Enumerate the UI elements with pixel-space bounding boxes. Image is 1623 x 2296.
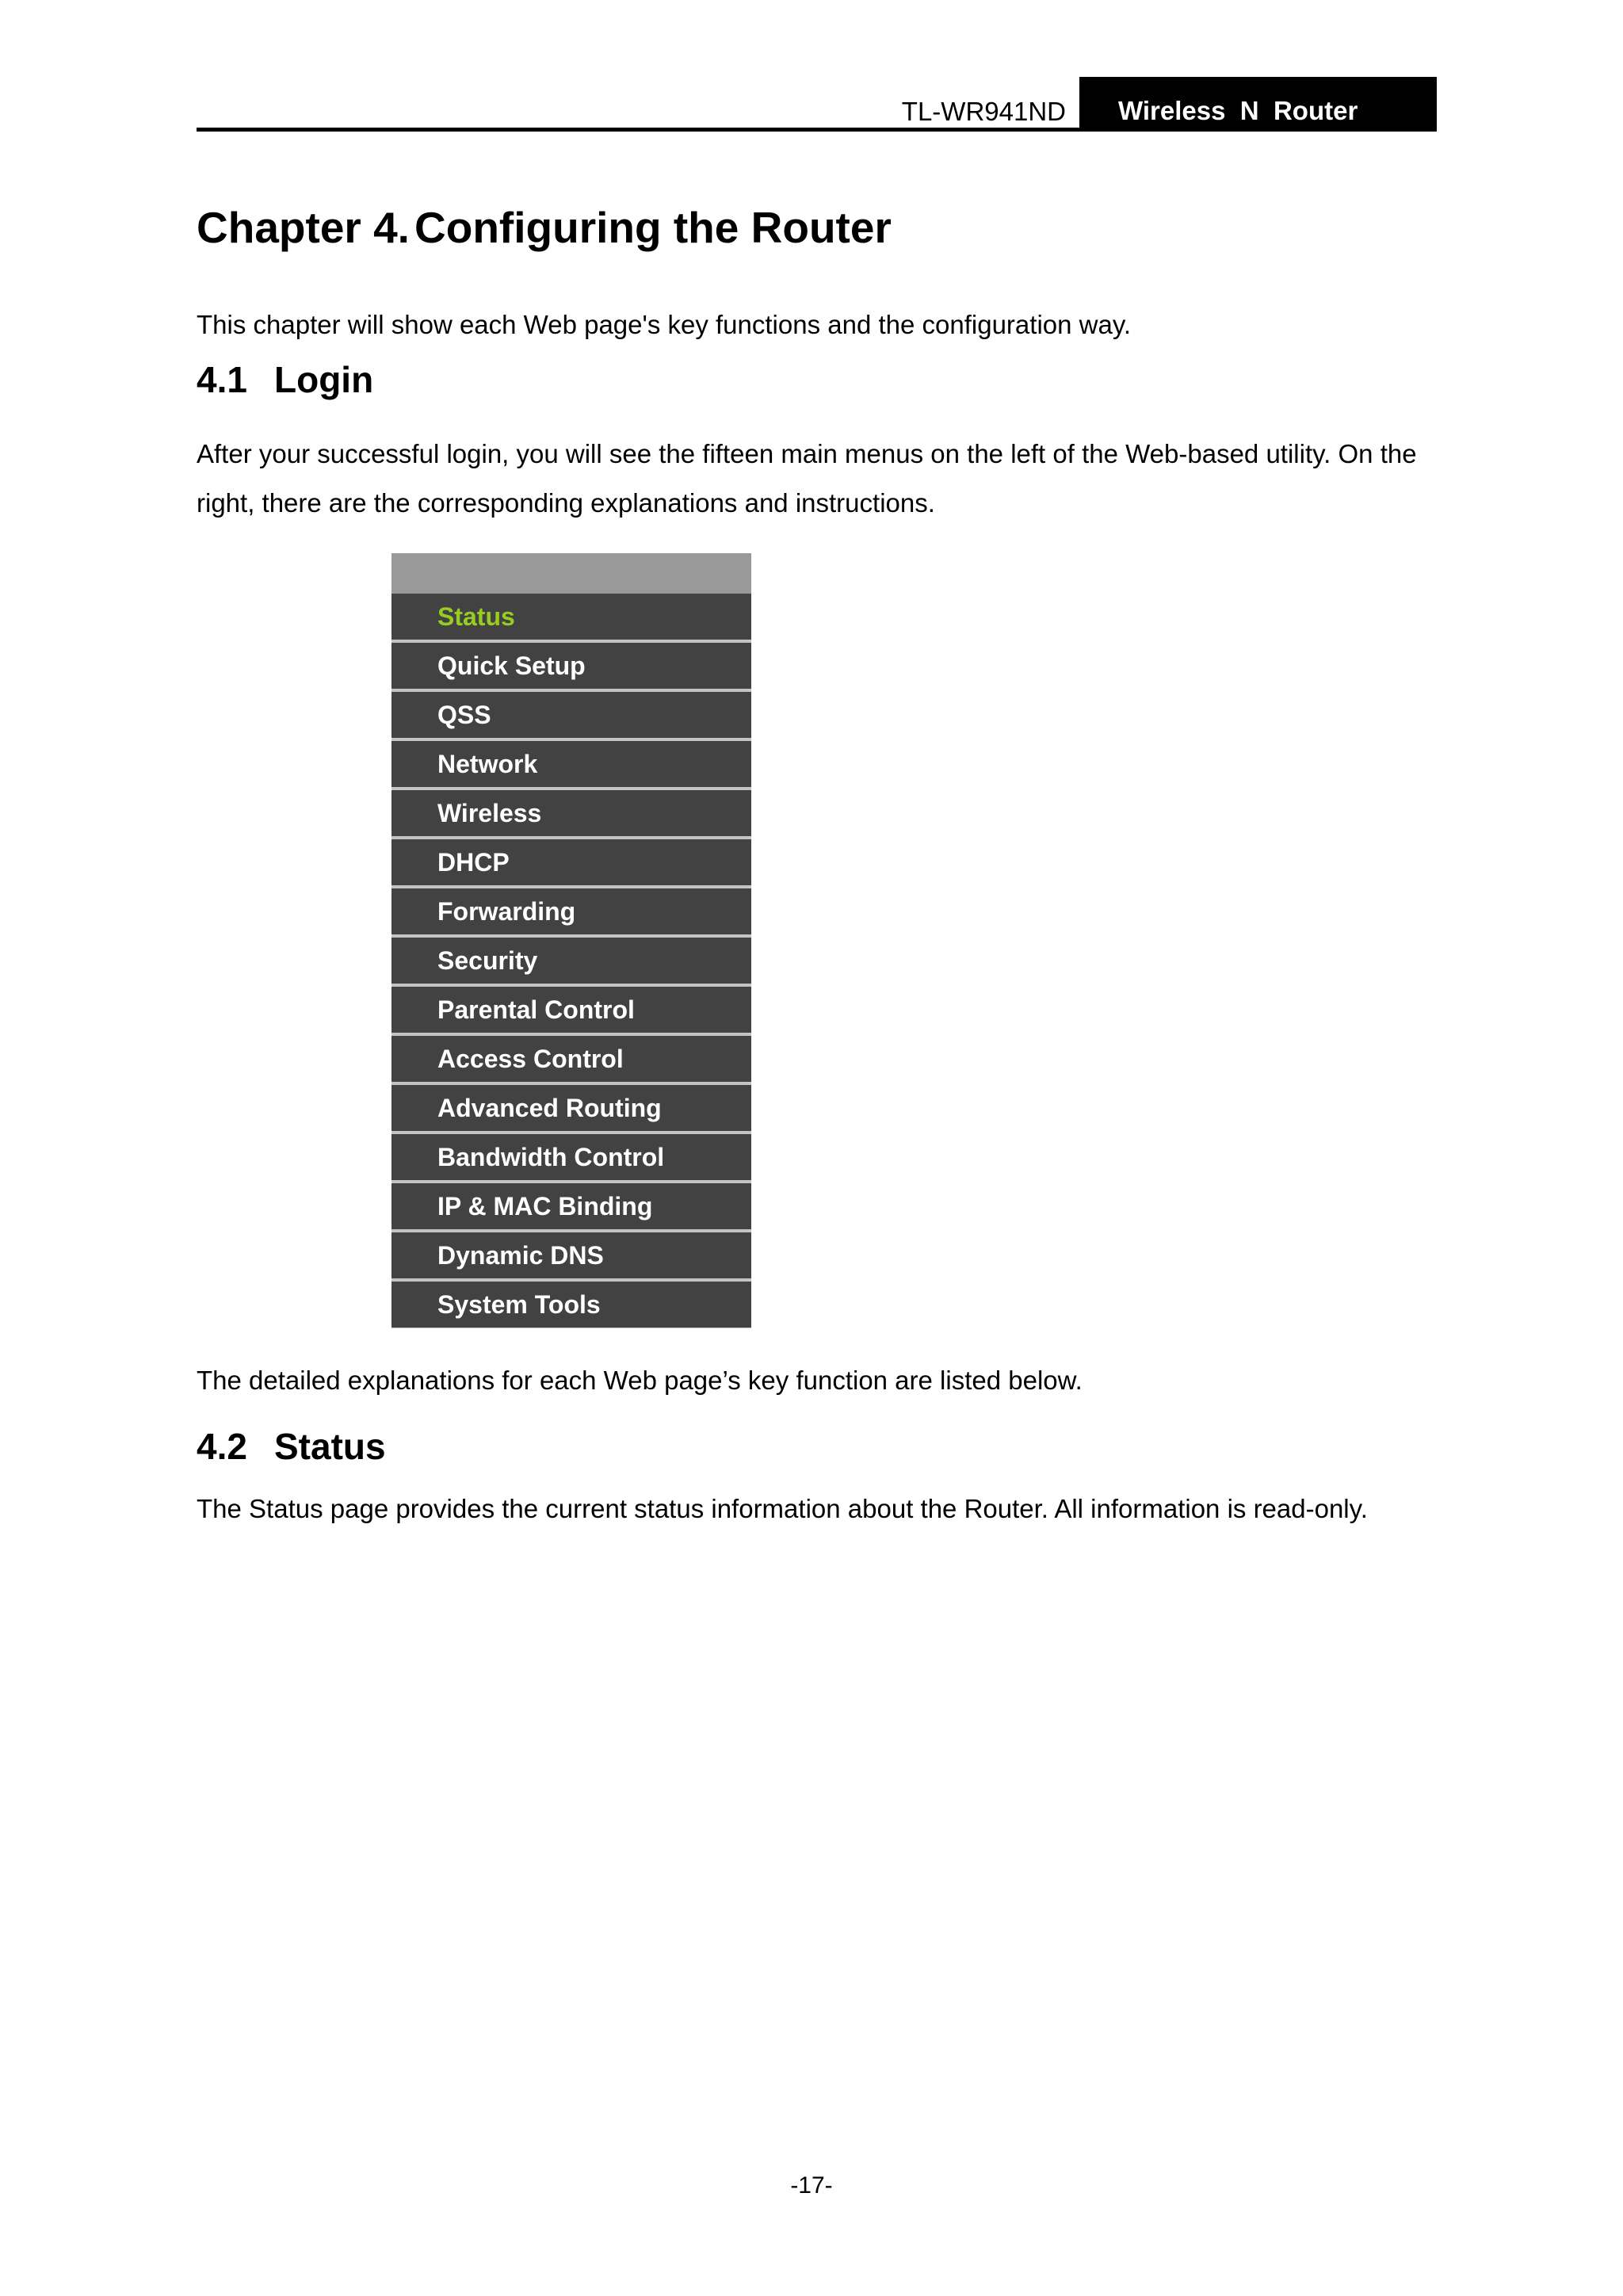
menu-item-security: Security	[391, 938, 751, 984]
section-heading-login	[197, 357, 373, 402]
menu-item-network: Network	[391, 741, 751, 787]
section-heading-status	[197, 1424, 386, 1469]
section-title: Status	[274, 1426, 386, 1467]
menu-item-system-tools: System Tools	[391, 1282, 751, 1328]
section-number: 4.2	[197, 1426, 247, 1467]
main-menu-screenshot	[391, 553, 751, 1328]
menu-header-bar	[391, 553, 751, 594]
menu-item-wireless: Wireless	[391, 790, 751, 836]
chapter-title-text: Configuring the Router	[414, 203, 892, 252]
section-number: 4.1	[197, 359, 247, 400]
menu-item-qss: QSS	[391, 692, 751, 738]
menu-item-dynamic-dns: Dynamic DNS	[391, 1232, 751, 1278]
menu-list	[391, 594, 751, 1328]
chapter-number: Chapter 4.	[197, 203, 410, 252]
menu-item-parental-control: Parental Control	[391, 987, 751, 1033]
menu-followup-text: The detailed explanations for each Web page’s key function are listed below.	[197, 1366, 1083, 1395]
header-product-tab: Wireless N Router	[1079, 77, 1437, 132]
chapter-intro: This chapter will show each Web page's key functions and the configuration way.	[197, 310, 1132, 339]
chapter-title	[197, 200, 892, 255]
menu-item-advanced-routing: Advanced Routing	[391, 1085, 751, 1131]
menu-item-forwarding: Forwarding	[391, 888, 751, 934]
menu-item-status: Status	[391, 594, 751, 640]
page-number: -17-	[790, 2172, 833, 2199]
menu-item-ip-and-mac-binding: IP & MAC Binding	[391, 1183, 751, 1229]
menu-item-access-control: Access Control	[391, 1036, 751, 1082]
menu-item-quick-setup: Quick Setup	[391, 643, 751, 689]
section-title: Login	[274, 359, 374, 400]
menu-item-bandwidth-control: Bandwidth Control	[391, 1134, 751, 1180]
header-model: TL-WR941ND	[901, 97, 1066, 126]
menu-item-dhcp: DHCP	[391, 839, 751, 885]
login-paragraph: After your successful login, you will see the fifteen main menus on the left of the Web-based utility. On the right, there are the corresponding explanations and instructions.	[197, 439, 1417, 518]
status-paragraph: The Status page provides the current status information about the Router. All information is read-only.	[197, 1494, 1368, 1523]
